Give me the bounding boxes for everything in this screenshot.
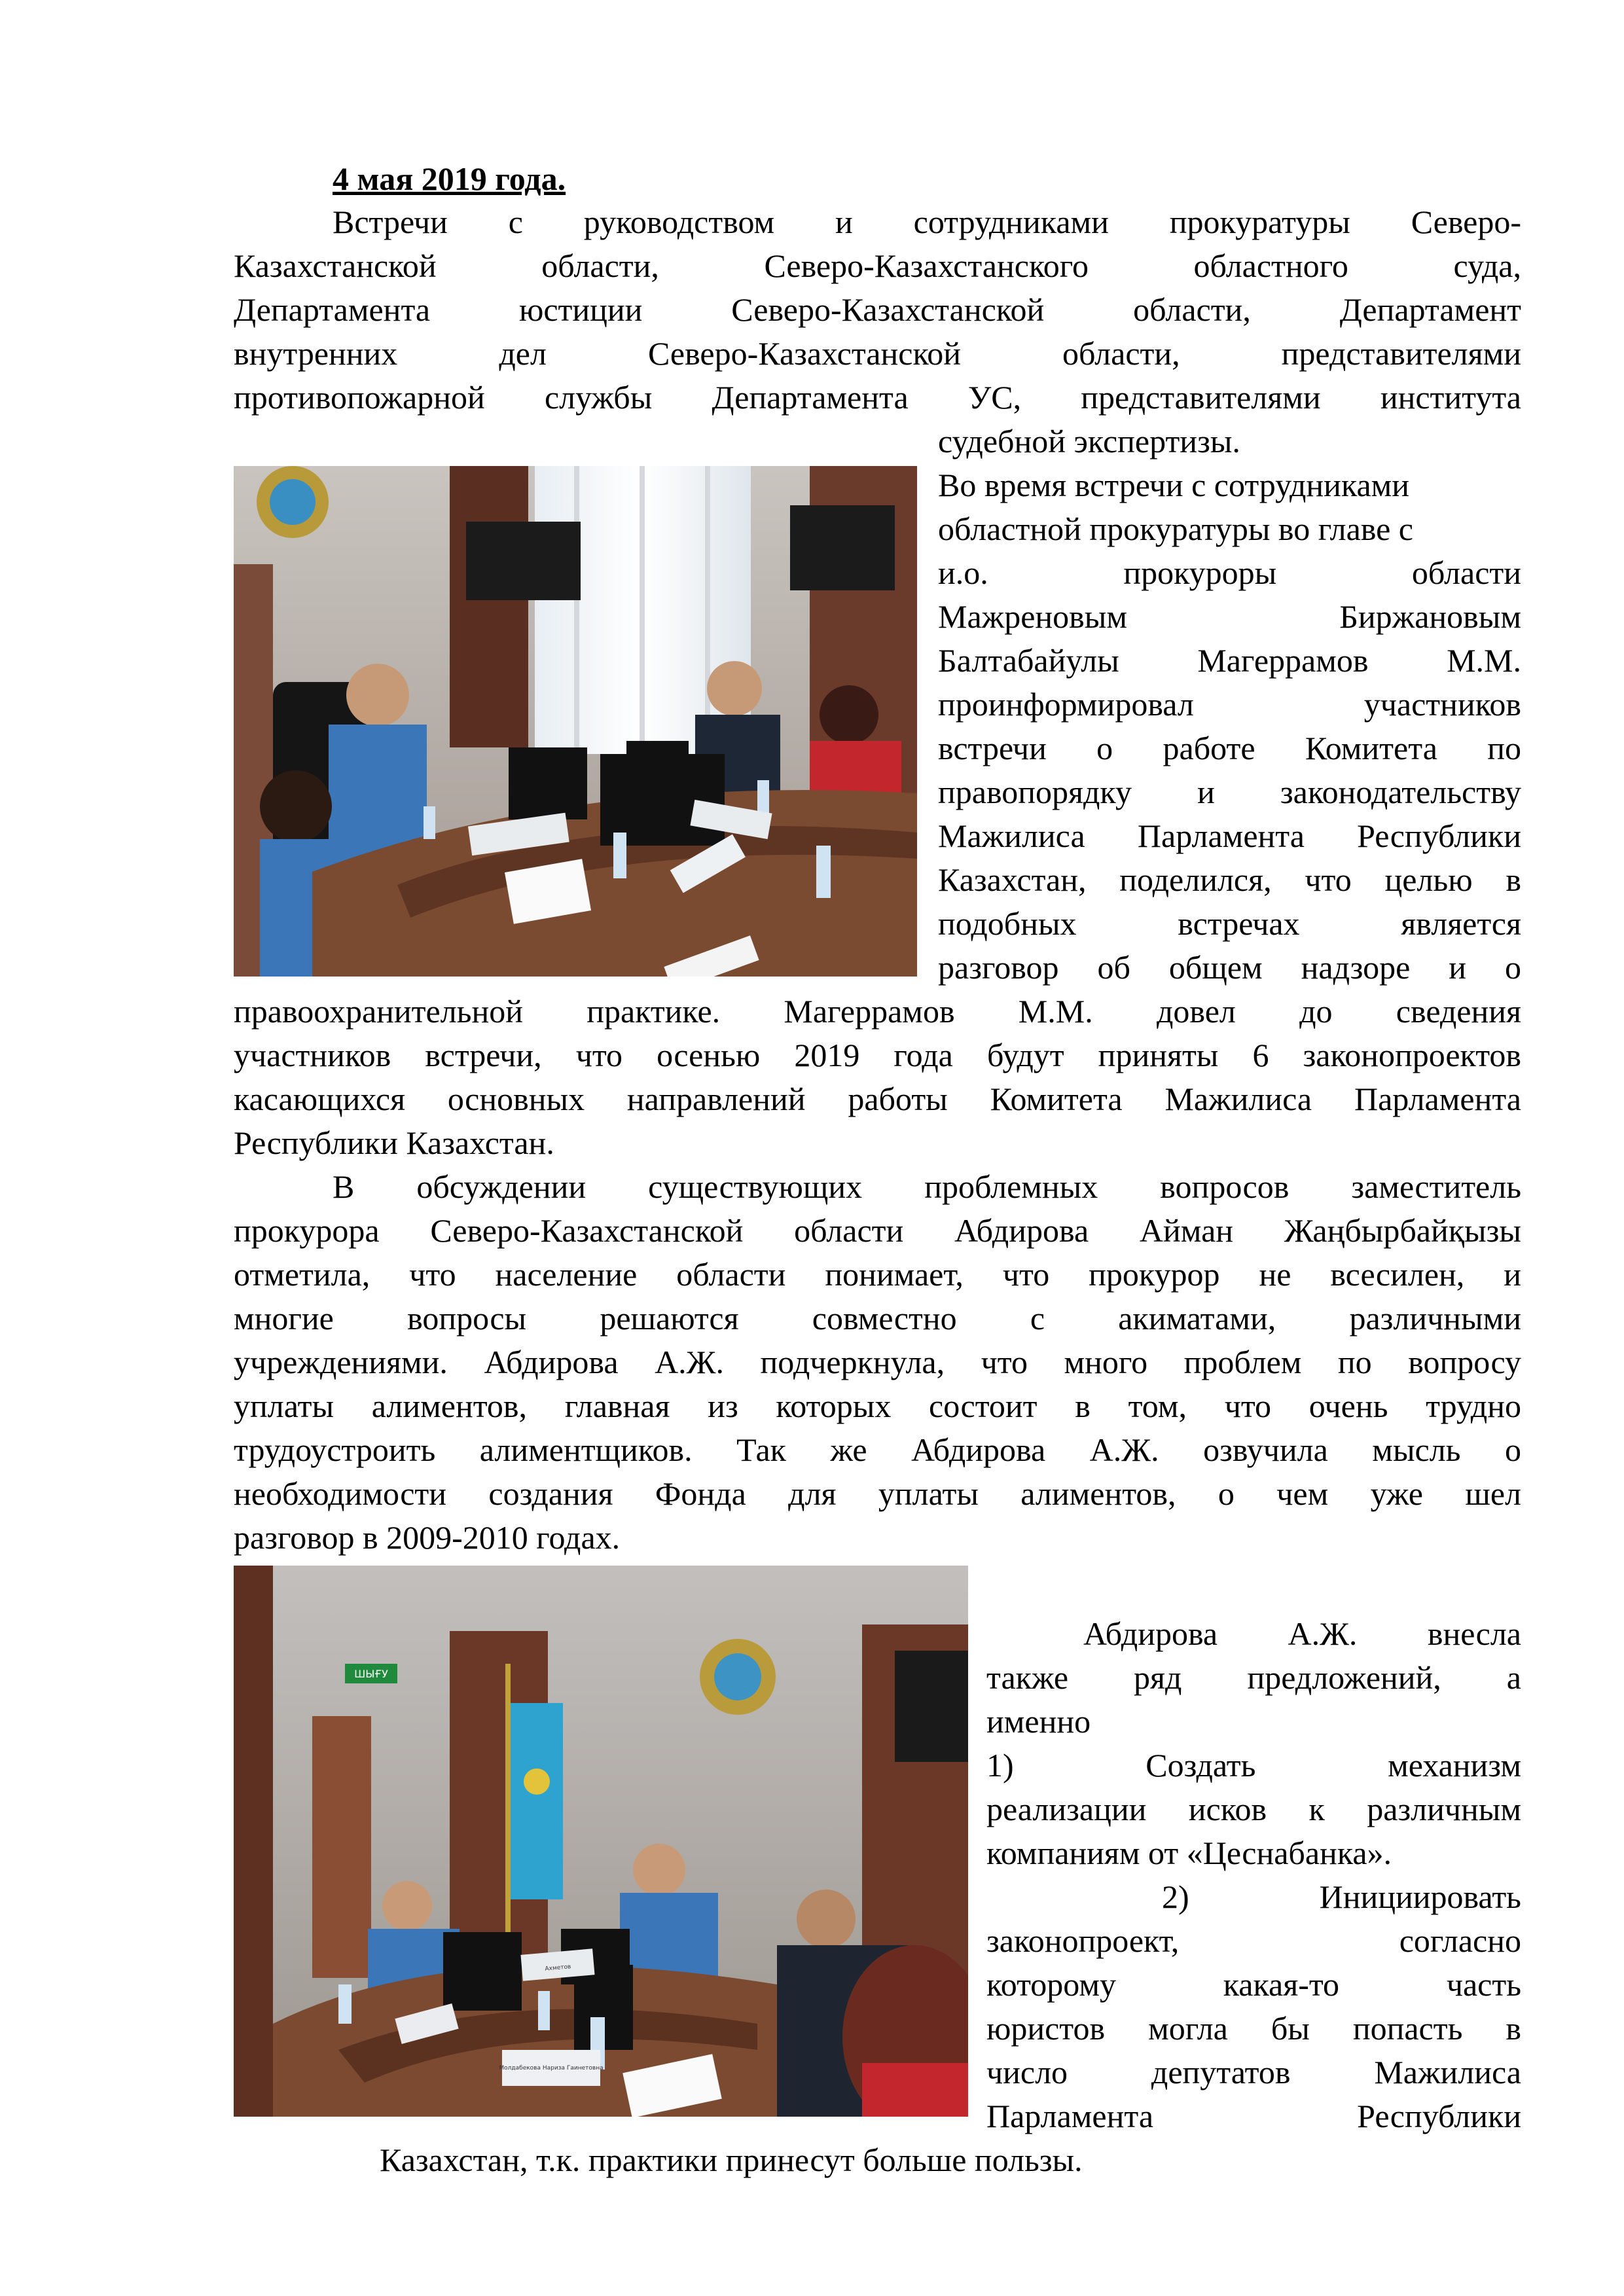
side2-line-1: Абдирова А.Ж. внесла [1083,1615,1521,1652]
side2-line-2: также ряд предложений, а [986,1659,1521,1696]
intro-line-3: Департамента юстиции Северо-Казахстанской области, Департамент [234,291,1521,328]
p2-line-1: правоохранительной практике. Магеррамов М.М. довел до сведения [234,993,1521,1030]
side2-line-4: 1) Создать механизм [986,1747,1521,1784]
p3-line-1: В обсуждении существующих проблемных вопросов заместитель [333,1168,1521,1205]
p3-line-6: уплаты алиментов, главная из которых состоит в том, что очень трудно [234,1388,1521,1424]
side1-line-9: Мажилиса Парламента Республики [938,817,1521,854]
exit-sign-text: ШЫҒУ [354,1668,388,1680]
p3-line-9: разговор в 2009-2010 годах. [234,1519,621,1556]
side1-line-1: Во время встречи с сотрудниками [938,467,1410,503]
side2-line-3: именно [986,1703,1091,1740]
side1-line-12: разговор об общем надзоре и о [938,949,1521,986]
side1-line-4: Мажреновым Биржановым [938,598,1521,635]
intro-line-5: противопожарной службы Департамента УС, представителями института [234,379,1521,416]
p2-line-4: Республики Казахстан. [234,1124,554,1161]
meeting-photo-2 [234,1566,968,2117]
intro-line-1: Встречи с руководством и сотрудниками прокуратуры Северо- [333,204,1521,240]
side1-line-7: встречи о работе Комитета по [938,730,1521,766]
meeting-photo-1-image [234,466,917,977]
side1-line-11: подобных встречах является [938,905,1521,942]
side1-line-5: Балтабайулы Магеррамов М.М. [938,642,1521,679]
nameplate-text-b: Молдабекова Нариза Гаинетовна [499,2065,604,2072]
closing-line: Казахстан, т.к. практики принесут больше пользы. [380,2142,1083,2178]
meeting-photo-2-image [234,1566,968,2117]
side1-line-6: проинформировал участников [938,686,1521,723]
p2-line-2: участников встречи, что осенью 2019 года будут приняты 6 законопроектов [234,1037,1521,1073]
side2-line-11: число депутатов Мажилиса [986,2054,1521,2090]
p3-line-8: необходимости создания Фонда для уплаты алиментов, о чем уже шел [234,1475,1521,1512]
date-heading: 4 мая 2019 года. [333,160,566,197]
meeting-photo-1 [234,466,917,977]
intro-line-6: судебной экспертизы. [938,423,1240,459]
p2-line-3: касающихся основных направлений работы Комитета Мажилиса Парламента [234,1081,1521,1117]
nameplate-text-a: Ахметов [545,1964,571,1973]
p3-line-7: трудоустроить алиментщиков. Так же Абдирова А.Ж. озвучила мысль о [234,1431,1521,1468]
side1-line-2: областной прокуратуры во главе с [938,511,1414,547]
side1-line-10: Казахстан, поделился, что целью в [938,861,1521,898]
side2-line-9: которому какая-то часть [986,1966,1521,2003]
side2-line-10: юристов могла бы попасть в [986,2010,1521,2047]
side2-line-8: законопроект, согласно [986,1922,1521,1959]
side2-line-7: 2) Инициировать [1162,1878,1521,1915]
p3-line-2: прокурора Северо-Казахстанской области Абдирова Айман Жаңбырбайқызы [234,1212,1521,1249]
side1-line-3: и.о. прокуроры области [938,554,1521,591]
intro-line-4: внутренних дел Северо-Казахстанской области, представителями [234,335,1521,372]
side2-line-12: Парламента Республики [986,2098,1521,2134]
side1-line-8: правопорядку и законодательству [938,774,1521,810]
intro-line-2: Казахстанской области, Северо-Казахстанского областного суда, [234,247,1521,284]
side2-line-5: реализации исков к различным [986,1791,1521,1827]
p3-line-4: многие вопросы решаются совместно с акиматами, различными [234,1300,1521,1336]
side2-line-6: компаниям от «Цеснабанка». [986,1835,1392,1871]
p3-line-5: учреждениями. Абдирова А.Ж. подчеркнула, что много проблем по вопросу [234,1344,1521,1380]
p3-line-3: отметила, что население области понимает, что прокурор не всесилен, и [234,1256,1521,1293]
